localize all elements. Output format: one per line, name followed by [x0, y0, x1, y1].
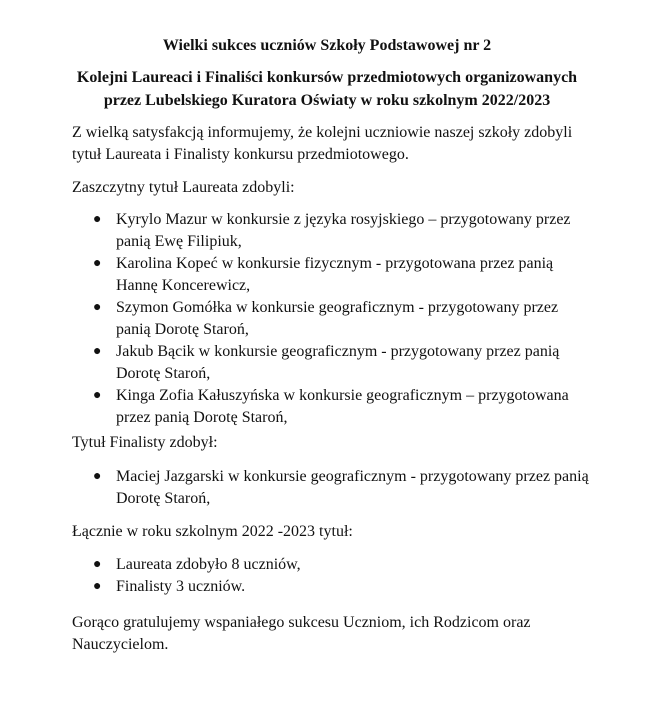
laureates-list: [0, 209, 654, 429]
list-item: [0, 297, 654, 341]
document-subtitle-line1: Kolejni Laureaci i Finaliści konkursów przedmiotowych organizowanych: [76, 69, 578, 86]
laureates-heading: Zaszczytny tytuł Laureata zdobyli:: [72, 179, 295, 196]
bullet-icon: ●: [93, 300, 102, 315]
list-item-line2: panią Dorotę Staroń,: [116, 321, 249, 338]
totals-list: [0, 554, 654, 598]
list-item: [0, 576, 654, 598]
list-item-line1: Kyrylo Mazur w konkursie z języka rosyjskiego – przygotowany przez: [116, 211, 571, 228]
list-item: [0, 385, 654, 429]
closing-paragraph-line1: Gorąco gratulujemy wspaniałego sukcesu Uczniom, ich Rodzicom oraz: [72, 614, 531, 631]
bullet-icon: ●: [93, 256, 102, 271]
bullet-icon: ●: [93, 388, 102, 403]
intro-paragraph-line1: Z wielką satysfakcją informujemy, że kolejni uczniowie naszej szkoły zdobyli: [72, 124, 573, 141]
intro-paragraph-line2: tytuł Laureata i Finalisty konkursu przedmiotowego.: [72, 146, 409, 163]
list-item-line2: panią Ewę Filipiuk,: [116, 233, 242, 250]
list-item-line1: Kinga Zofia Kałuszyńska w konkursie geograficznym – przygotowana: [116, 387, 569, 404]
document-subtitle-line2: przez Lubelskiego Kuratora Oświaty w roku szkolnym 2022/2023: [103, 92, 551, 109]
list-item-line2: Hannę Koncerewicz,: [116, 277, 251, 294]
list-item: [0, 554, 654, 576]
finalist-heading: Tytuł Finalisty zdobył:: [72, 434, 218, 451]
document-title: Wielki sukces uczniów Szkoły Podstawowej nr 2: [162, 37, 492, 54]
bullet-icon: ●: [93, 579, 102, 594]
list-item-line2: Dorotę Staroń,: [116, 490, 211, 507]
list-item-text: Finalisty 3 uczniów.: [116, 578, 246, 595]
list-item: [0, 253, 654, 297]
list-item-text: Laureata zdobyło 8 uczniów,: [116, 556, 301, 573]
list-item-line1: Szymon Gomółka w konkursie geograficznym - przygotowany przez: [116, 299, 559, 316]
bullet-icon: ●: [93, 212, 102, 227]
bullet-icon: ●: [93, 557, 102, 572]
list-item-line1: Karolina Kopeć w konkursie fizycznym - przygotowana przez panią: [116, 255, 554, 272]
list-item-line1: Maciej Jazgarski w konkursie geograficznym - przygotowany przez panią: [116, 468, 589, 485]
closing-paragraph-line2: Nauczycielom.: [72, 636, 169, 653]
list-item-line1: Jakub Bącik w konkursie geograficznym - przygotowany przez panią: [116, 343, 560, 360]
list-item: [0, 341, 654, 385]
list-item: [0, 209, 654, 253]
finalists-list: [0, 466, 654, 510]
list-item: [0, 466, 654, 510]
list-item-line2: przez panią Dorotę Staroń,: [116, 409, 288, 426]
totals-heading: Łącznie w roku szkolnym 2022 -2023 tytuł:: [72, 523, 353, 540]
bullet-icon: ●: [93, 344, 102, 359]
bullet-icon: ●: [93, 469, 102, 484]
list-item-line2: Dorotę Staroń,: [116, 365, 211, 382]
